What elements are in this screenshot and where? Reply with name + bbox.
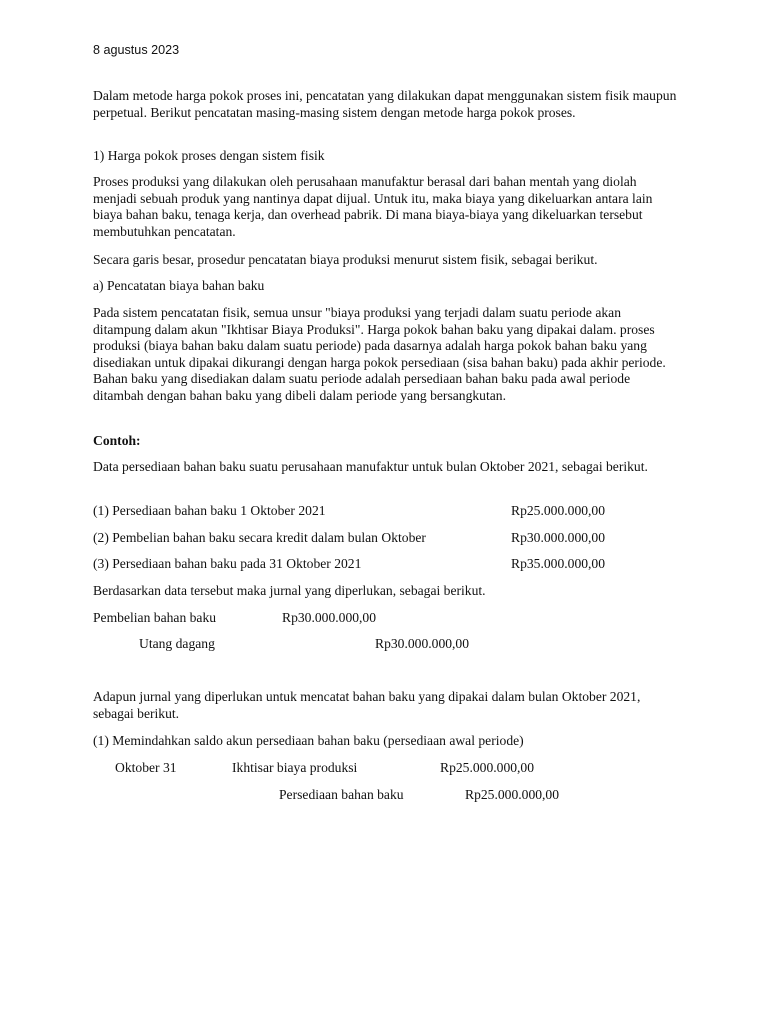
journal1-credit-label: Utang dagang (139, 636, 215, 651)
item-row-label: (3) Persediaan bahan baku pada 31 Oktober 2021 (93, 556, 362, 571)
item-row-amount: Rp30.000.000,00 (511, 530, 606, 545)
subheading-raw-material-recording: a) Pencatatan biaya bahan baku (93, 278, 265, 293)
journal1-credit-amount: Rp30.000.000,00 (375, 636, 470, 651)
paragraph-procedure-summary: Secara garis besar, prosedur pencatatan biaya produksi menurut sistem fisik, sebagai berikut. (93, 252, 598, 267)
journal2-debit-label: Ikhtisar biaya produksi (232, 760, 358, 775)
example-label: Contoh: (93, 433, 141, 448)
step-transfer-balance: (1) Memindahkan saldo akun persediaan bahan baku (persediaan awal periode) (93, 733, 524, 748)
item-row-label: (1) Persediaan bahan baku 1 Oktober 2021 (93, 503, 326, 518)
journal2-debit-amount: Rp25.000.000,00 (440, 760, 535, 775)
paragraph-journal-intro: Berdasarkan data tersebut maka jurnal yang diperlukan, sebagai berikut. (93, 583, 486, 598)
journal2-credit-label: Persediaan bahan baku (279, 787, 404, 802)
journal1-debit-amount: Rp30.000.000,00 (282, 610, 377, 625)
paragraph-production-process: Proses produksi yang dilakukan oleh perusahaan manufaktur berasal dari bahan mentah yang diolah menjadi sebuah produk yang nantinya dapat dijual. Untuk itu, maka biaya yang dikeluarkan antara lain biaya bahan baku, tenaga kerja, dan overhead pabrik. Di mana biaya-biaya yang dikeluarkan tersebut membutuhkan pencatatan. (93, 174, 653, 239)
journal1-debit-label: Pembelian bahan baku (93, 610, 217, 625)
item-row-label: (2) Pembelian bahan baku secara kredit dalam bulan Oktober (93, 530, 426, 545)
journal2-credit-amount: Rp25.000.000,00 (465, 787, 560, 802)
paragraph-used-materials-journal: Adapun jurnal yang diperlukan untuk mencatat bahan baku yang dipakai dalam bulan Oktober 2021, sebagai berikut. (93, 689, 641, 721)
item-row-amount: Rp35.000.000,00 (511, 556, 606, 571)
section-heading-physical-system: 1) Harga pokok proses dengan sistem fisik (93, 148, 325, 163)
intro-paragraph: Dalam metode harga pokok proses ini, pencatatan yang dilakukan dapat menggunakan sistem fisik maupun perpetual. Berikut pencatatan masing-masing sistem dengan metode harga pokok proses. (93, 88, 677, 120)
document-date: 8 agustus 2023 (93, 43, 180, 57)
item-row-amount: Rp25.000.000,00 (511, 503, 606, 518)
paragraph-inventory-data: Data persediaan bahan baku suatu perusahaan manufaktur untuk bulan Oktober 2021, sebagai berikut. (93, 459, 648, 474)
paragraph-physical-recording: Pada sistem pencatatan fisik, semua unsur "biaya produksi yang terjadi dalam suatu periode akan ditampung dalam akun "Ikhtisar Biaya Produksi". Harga pokok bahan baku yang dipakai dalam. proses produksi (biaya bahan baku dalam suatu periode) pada dasarnya adalah harga pokok bahan baku yang disediakan untuk dipakai dikurangi dengan harga pokok persediaan (sisa bahan baku) pada akhir periode. Bahan baku yang disediakan dalam suatu periode adalah persediaan bahan baku pada awal periode ditambah dengan bahan baku yang dibeli dalam periode yang bersangkutan. (93, 305, 666, 403)
journal2-date: Oktober 31 (115, 760, 177, 775)
